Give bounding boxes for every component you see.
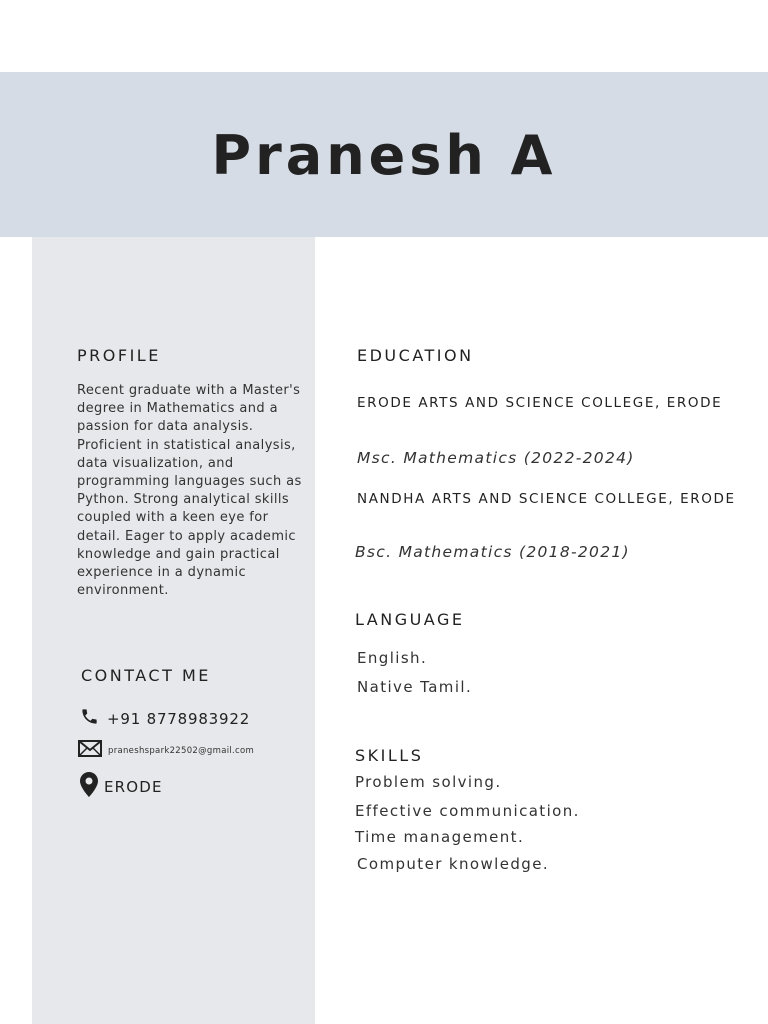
location-pin-icon (80, 772, 98, 801)
contact-heading: CONTACT ME (81, 666, 211, 685)
phone-icon (80, 707, 99, 730)
skill-item: Effective communication. (355, 802, 580, 820)
skill-item: Time management. (355, 828, 525, 846)
skills-heading: SKILLS (355, 746, 424, 765)
language-heading: LANGUAGE (355, 610, 465, 629)
resume-name: Pranesh A (211, 124, 557, 187)
skill-item: Computer knowledge. (357, 855, 550, 873)
education-heading: EDUCATION (357, 346, 474, 365)
phone-number: +91 8778983922 (107, 709, 251, 728)
mail-icon (78, 740, 102, 761)
education-college-1: ERODE ARTS AND SCIENCE COLLEGE, ERODE (357, 395, 723, 411)
profile-summary: Recent graduate with a Master's degree in Mathematics and a passion for data analysis. Proficient in statistical analysis, data visualization, and programming languages such as Python. Strong analytical skills coupled with a keen eye for detail. Eager to apply academic knowledge and gain practical experience in a dynamic environment. (77, 383, 302, 599)
location-text: ERODE (104, 777, 163, 796)
language-item: Native Tamil. (357, 678, 473, 696)
email-address[interactable]: praneshspark22502@gmail.com (108, 745, 255, 756)
profile-heading: PROFILE (77, 346, 161, 365)
education-college-2: NANDHA ARTS AND SCIENCE COLLEGE, ERODE (357, 491, 736, 507)
contact-phone-row (80, 707, 250, 730)
skill-item: Problem solving. (355, 773, 502, 791)
contact-email-row (78, 740, 254, 761)
language-item: English. (357, 649, 428, 667)
contact-location-row (80, 772, 163, 801)
education-degree-1: Msc. Mathematics (2022-2024) (357, 449, 635, 467)
sidebar-panel (32, 237, 315, 1024)
education-degree-2: Bsc. Mathematics (2018-2021) (355, 543, 630, 561)
